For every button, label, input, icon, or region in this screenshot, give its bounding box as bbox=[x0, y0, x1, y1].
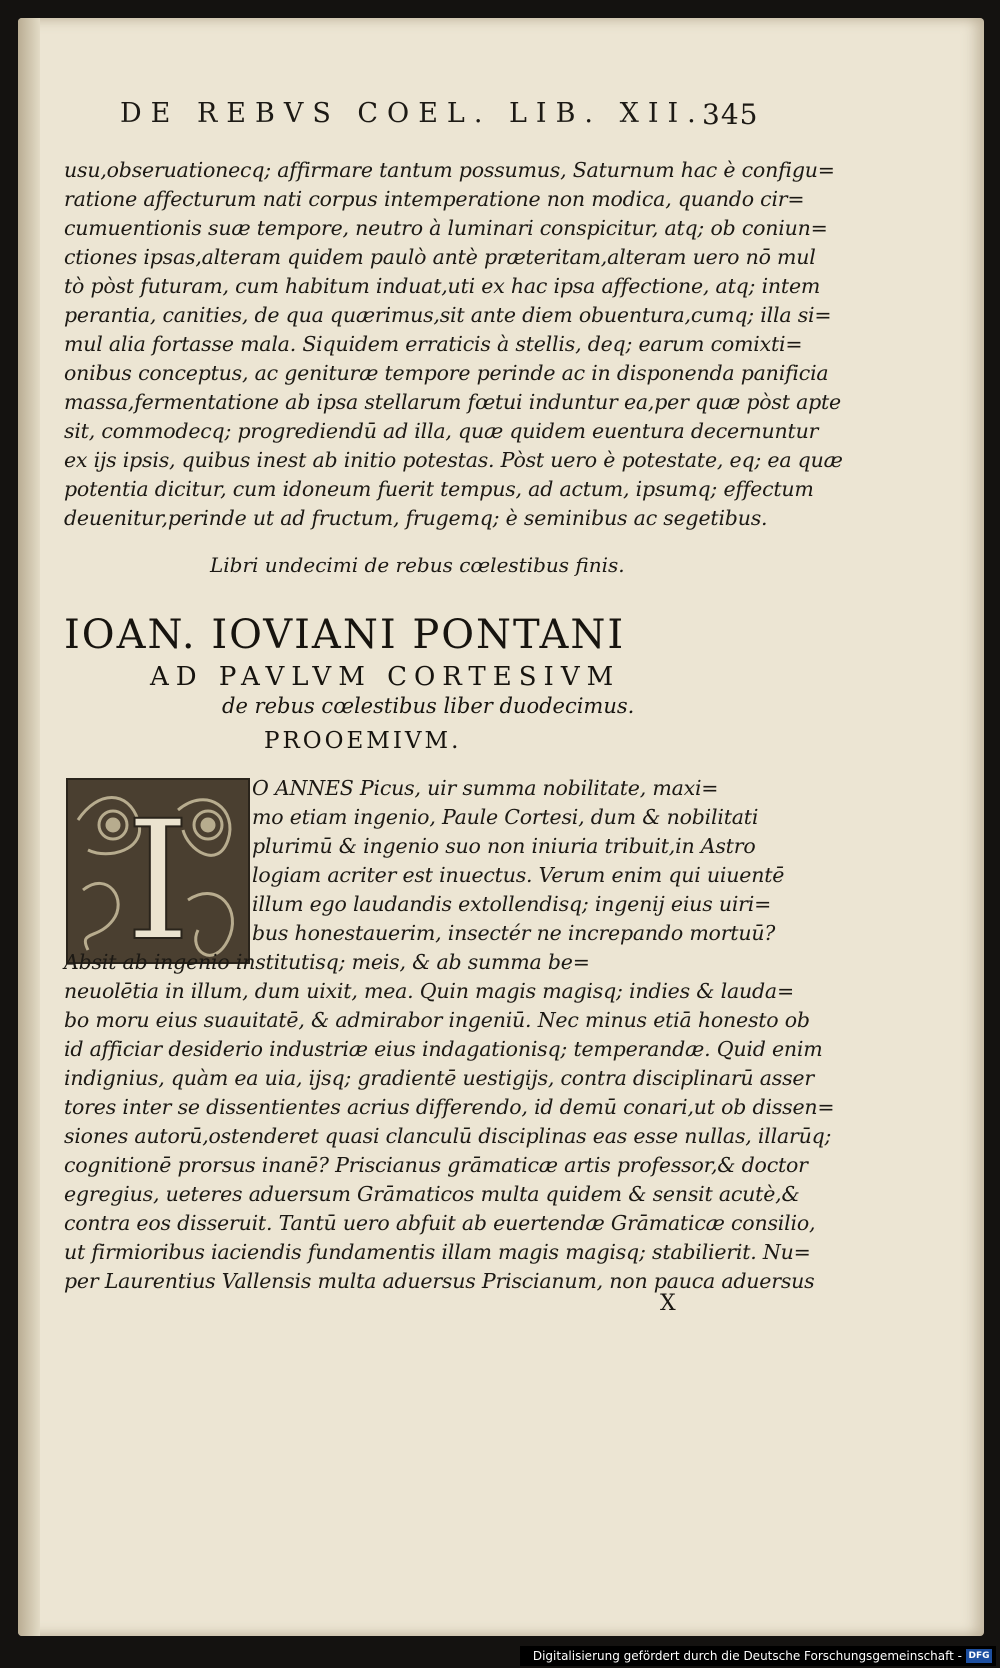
book-subtitle: de rebus cœlestibus liber duodecimus. bbox=[222, 694, 635, 718]
text-line: sit, commodecq; progrediendū ad illa, quæ quidem euentura decernuntur bbox=[64, 419, 819, 443]
footer-text: Digitalisierung gefördert durch die Deutsche Forschungsgemeinschaft - bbox=[532, 1649, 962, 1663]
digitization-footer bbox=[520, 1646, 996, 1666]
text-block-1 bbox=[64, 156, 843, 533]
text-line: O ANNES Picus, uir summa nobilitate, maxi= bbox=[252, 776, 719, 800]
text-line: indignius, quàm ea uia, ijsq; gradientē uestigijs, contra disciplinarū asser bbox=[64, 1066, 814, 1090]
text-line: ex ijs ipsis, quibus inest ab initio potestas. Pòst uero è potestate, eq; ea quæ bbox=[64, 448, 843, 472]
text-line: tò pòst futuram, cum habitum induat,uti ex hac ipsa affectione, atq; intem bbox=[64, 274, 821, 298]
text-line: siones autorū,ostenderet quasi clanculū disciplinas eas esse nullas, illarūq; bbox=[64, 1124, 832, 1148]
text-line: Absit ab ingenio institutisq; meis, & ab summa be= bbox=[64, 950, 590, 974]
dedication-line: AD PAVLVM CORTESIVM bbox=[150, 662, 621, 692]
running-head-title: DE REBVS COEL. LIB. XII. bbox=[120, 98, 705, 129]
text-line: ut firmioribus iaciendis fundamentis illam magis magisq; stabilierit. Nu= bbox=[64, 1240, 811, 1264]
text-line: contra eos disseruit. Tantū uero abfuit ab euertendæ Grāmaticæ consilio, bbox=[64, 1211, 816, 1235]
text-line: plurimū & ingenio suo non iniuria tribuit,in Astro bbox=[252, 834, 756, 858]
text-line: cumuentionis suæ tempore, neutro à luminari conspicitur, atq; ob coniun= bbox=[64, 216, 828, 240]
text-line: cognitionē prorsus inanē? Priscianus grāmaticæ artis professor,& doctor bbox=[64, 1153, 808, 1177]
text-line: illum ego laudandis extollendisq; ingenij eius uiri= bbox=[252, 892, 772, 916]
section-heading: PROOEMIVM. bbox=[264, 728, 462, 754]
text-line: bo moru eius suauitatē, & admirabor ingeniū. Nec minus etiā honesto ob bbox=[64, 1008, 810, 1032]
text-line: massa,fermentatione ab ipsa stellarum fœtui induntur ea,per quæ pòst apte bbox=[64, 390, 841, 414]
text-line: perantia, canities, de qua quærimus,sit ante diem obuentura,cumq; illa si= bbox=[64, 303, 832, 327]
signature-mark: X bbox=[660, 1291, 676, 1316]
decorated-initial-letter bbox=[66, 778, 250, 977]
text-line: id afficiar desiderio industriæ eius indagationisq; temperandæ. Quid enim bbox=[64, 1037, 823, 1061]
page-spine-shadow bbox=[18, 18, 40, 1636]
text-line: per Laurentius Vallensis multa aduersus Priscianum, non pauca aduersus bbox=[64, 1269, 815, 1293]
text-block-2 bbox=[252, 774, 785, 948]
text-line: mul alia fortasse mala. Siquidem erraticis à stellis, deq; earum comixti= bbox=[64, 332, 803, 356]
text-line: deuenitur,perinde ut ad fructum, frugemq; è seminibus ac segetibus. bbox=[64, 506, 768, 530]
ornament-initial-icon bbox=[68, 780, 248, 977]
text-line: onibus conceptus, ac genituræ tempore perinde ac in disponenda panificia bbox=[64, 361, 829, 385]
text-line: ctiones ipsas,alteram quidem paulò antè præteritam,alteram uero nō mul bbox=[64, 245, 816, 269]
text-line: potentia dicitur, cum idoneum fuerit tempus, ad actum, ipsumq; effectum bbox=[64, 477, 814, 501]
text-line: ratione affecturum nati corpus intemperatione non modica, quando cir= bbox=[64, 187, 805, 211]
running-head bbox=[120, 98, 760, 129]
text-line: bus honestauerim, insectér ne increpando mortuū? bbox=[252, 921, 776, 945]
text-line: egregius, ueteres aduersum Grāmaticos multa quidem & sensit acutè,& bbox=[64, 1182, 800, 1206]
text-line: tores inter se dissentientes acrius differendo, id demū conari,ut ob dissen= bbox=[64, 1095, 835, 1119]
text-block-3 bbox=[64, 948, 835, 1296]
chapter-title: IOAN. IOVIANI PONTANI bbox=[64, 612, 626, 658]
text-line: usu,obseruationecq; affirmare tantum possumus, Saturnum hac è configu= bbox=[64, 158, 835, 182]
text-line: neuolētia in illum, dum uixit, mea. Quin magis magisq; indies & lauda= bbox=[64, 979, 794, 1003]
explicit-line: Libri undecimi de rebus cœlestibus finis. bbox=[210, 553, 625, 577]
text-line: logiam acriter est inuectus. Verum enim qui uiuentē bbox=[252, 863, 785, 887]
text-line: mo etiam ingenio, Paule Cortesi, dum & nobilitati bbox=[252, 805, 759, 829]
page-number: 345 bbox=[702, 98, 759, 131]
dfg-logo-icon: DFG bbox=[966, 1649, 992, 1663]
initial-letter-glyph: I bbox=[125, 785, 191, 977]
